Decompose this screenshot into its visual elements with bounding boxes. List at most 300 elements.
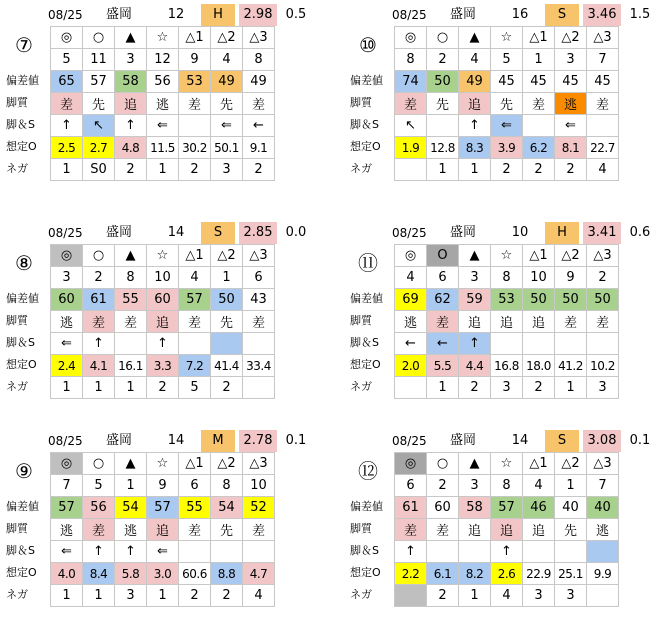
nega-cell: 2 bbox=[523, 159, 555, 181]
expected-odds-cell: 8.4 bbox=[83, 563, 115, 585]
running-style-cell: 先 bbox=[211, 519, 243, 541]
nega-cell: S0 bbox=[83, 159, 115, 181]
horse-number-cell: 4 bbox=[523, 475, 555, 497]
race-index-value: 2.98 bbox=[239, 4, 277, 26]
row-label: 脚質 bbox=[350, 522, 372, 535]
expected-odds-cell: 50.1 bbox=[211, 137, 243, 159]
race-date: 08/25 bbox=[392, 226, 427, 240]
running-style-cell: 追 bbox=[523, 519, 555, 541]
race-variance: 0.6 bbox=[629, 225, 651, 240]
race-variance: 0.1 bbox=[629, 433, 651, 448]
expected-odds-cell: 5.5 bbox=[427, 355, 459, 377]
deviation-cell: 40 bbox=[587, 497, 619, 519]
leg-speed-cell bbox=[179, 541, 211, 563]
race-index-value: 2.85 bbox=[239, 222, 277, 244]
expected-odds-cell: 4.4 bbox=[459, 355, 491, 377]
race-variance: 1.5 bbox=[629, 7, 651, 22]
horse-number-cell: 10 bbox=[523, 267, 555, 289]
race-date: 08/25 bbox=[48, 434, 83, 448]
leg-speed-cell bbox=[427, 541, 459, 563]
running-style-cell: 逃 bbox=[555, 93, 587, 115]
horse-grid bbox=[394, 452, 619, 607]
mark-cell: △2 bbox=[555, 27, 587, 49]
nega-cell: 4 bbox=[243, 585, 275, 607]
deviation-cell: 49 bbox=[243, 71, 275, 93]
grid-row-marks bbox=[395, 453, 619, 475]
horse-number-cell: 2 bbox=[427, 49, 459, 71]
leg-speed-cell: ↑ bbox=[459, 333, 491, 355]
nega-cell: 2 bbox=[427, 585, 459, 607]
mark-cell: ▲ bbox=[115, 27, 147, 49]
horse-number-cell: 3 bbox=[459, 267, 491, 289]
race-date: 08/25 bbox=[48, 226, 83, 240]
mark-cell: △1 bbox=[179, 453, 211, 475]
leg-speed-cell: ↖ bbox=[395, 115, 427, 137]
mark-cell: △2 bbox=[211, 245, 243, 267]
leg-speed-cell: ↑ bbox=[83, 333, 115, 355]
expected-odds-cell: 8.3 bbox=[459, 137, 491, 159]
nega-cell: 2 bbox=[179, 585, 211, 607]
running-style-cell: 差 bbox=[83, 311, 115, 333]
expected-odds-cell: 2.2 bbox=[395, 563, 427, 585]
race-number: 14 bbox=[167, 225, 185, 240]
expected-odds-cell: 4.1 bbox=[83, 355, 115, 377]
expected-odds-cell: 16.8 bbox=[491, 355, 523, 377]
leg-speed-cell: ← bbox=[427, 333, 459, 355]
horse-number-cell: 4 bbox=[459, 49, 491, 71]
nega-cell: 3 bbox=[523, 585, 555, 607]
mark-cell: △3 bbox=[587, 27, 619, 49]
horse-number-cell: 1 bbox=[211, 267, 243, 289]
row-label: 想定O bbox=[350, 566, 381, 579]
row-label: 偏差値 bbox=[6, 74, 39, 87]
grid-row-horses bbox=[395, 267, 619, 289]
mark-cell: ○ bbox=[427, 453, 459, 475]
horse-grid bbox=[50, 452, 275, 607]
race-circle-number: ⑨ bbox=[15, 459, 33, 483]
running-style-cell: 先 bbox=[555, 519, 587, 541]
row-label: 脚＆S bbox=[6, 336, 35, 349]
mark-cell: △1 bbox=[179, 245, 211, 267]
expected-odds-cell: 8.1 bbox=[555, 137, 587, 159]
running-style-cell: 追 bbox=[523, 311, 555, 333]
deviation-cell: 43 bbox=[243, 289, 275, 311]
leg-speed-cell bbox=[555, 333, 587, 355]
leg-speed-cell bbox=[555, 541, 587, 563]
deviation-cell: 50 bbox=[427, 71, 459, 93]
deviation-cell: 50 bbox=[587, 289, 619, 311]
running-style-cell: 差 bbox=[427, 519, 459, 541]
leg-speed-cell bbox=[211, 541, 243, 563]
horse-number-cell: 5 bbox=[491, 49, 523, 71]
expected-odds-cell: 6.2 bbox=[523, 137, 555, 159]
leg-speed-cell bbox=[523, 115, 555, 137]
leg-speed-cell bbox=[427, 115, 459, 137]
race-header bbox=[350, 4, 660, 26]
nega-cell: 1 bbox=[427, 159, 459, 181]
race-header bbox=[350, 222, 660, 244]
expected-odds-cell: 25.1 bbox=[555, 563, 587, 585]
leg-speed-cell: ⇐ bbox=[147, 541, 179, 563]
grid-row-style bbox=[51, 93, 275, 115]
grid-row-nega bbox=[51, 585, 275, 607]
nega-cell bbox=[395, 585, 427, 607]
leg-speed-cell: ↑ bbox=[51, 115, 83, 137]
row-label: 脚質 bbox=[6, 522, 28, 535]
grid-row-leg bbox=[51, 333, 275, 355]
mark-cell: O bbox=[427, 245, 459, 267]
grid-row-deviation bbox=[395, 497, 619, 519]
leg-speed-cell: ⇐ bbox=[51, 541, 83, 563]
expected-odds-cell: 41.4 bbox=[211, 355, 243, 377]
mark-cell: ▲ bbox=[459, 453, 491, 475]
horse-grid bbox=[394, 244, 619, 399]
row-label: 脚質 bbox=[350, 96, 372, 109]
deviation-cell: 59 bbox=[459, 289, 491, 311]
leg-speed-cell: ↑ bbox=[459, 115, 491, 137]
grid-row-marks bbox=[51, 453, 275, 475]
nega-cell: 4 bbox=[491, 585, 523, 607]
row-label: 脚質 bbox=[350, 314, 372, 327]
row-label: ネガ bbox=[6, 162, 28, 175]
grid-row-nega bbox=[395, 159, 619, 181]
deviation-cell: 62 bbox=[427, 289, 459, 311]
leg-speed-cell: ↑ bbox=[395, 541, 427, 563]
leg-speed-cell: ⇐ bbox=[147, 115, 179, 137]
deviation-cell: 45 bbox=[491, 71, 523, 93]
race-type-badge: S bbox=[201, 222, 235, 244]
running-style-cell: 逃 bbox=[147, 93, 179, 115]
nega-cell: 2 bbox=[243, 159, 275, 181]
running-style-cell: 差 bbox=[179, 93, 211, 115]
running-style-cell: 差 bbox=[243, 311, 275, 333]
expected-odds-cell: 33.4 bbox=[243, 355, 275, 377]
nega-cell: 2 bbox=[211, 377, 243, 399]
deviation-cell: 57 bbox=[83, 71, 115, 93]
expected-odds-cell: 9.1 bbox=[243, 137, 275, 159]
nega-cell bbox=[395, 159, 427, 181]
horse-number-cell: 1 bbox=[115, 475, 147, 497]
mark-cell: △3 bbox=[243, 453, 275, 475]
row-label: 脚＆S bbox=[350, 336, 379, 349]
grid-row-nega bbox=[395, 377, 619, 399]
horse-number-cell: 1 bbox=[523, 49, 555, 71]
row-label: 脚質 bbox=[6, 96, 28, 109]
horse-number-cell: 8 bbox=[115, 267, 147, 289]
nega-cell bbox=[243, 377, 275, 399]
grid-row-style bbox=[395, 519, 619, 541]
deviation-cell: 57 bbox=[51, 497, 83, 519]
deviation-cell: 57 bbox=[147, 497, 179, 519]
expected-odds-cell: 30.2 bbox=[179, 137, 211, 159]
deviation-cell: 65 bbox=[51, 71, 83, 93]
expected-odds-cell: 3.9 bbox=[491, 137, 523, 159]
nega-cell: 1 bbox=[459, 159, 491, 181]
mark-cell: ▲ bbox=[459, 27, 491, 49]
grid-row-odds bbox=[395, 355, 619, 377]
mark-cell: △1 bbox=[523, 27, 555, 49]
running-style-cell: 差 bbox=[523, 93, 555, 115]
horse-number-cell: 4 bbox=[211, 49, 243, 71]
mark-cell: ☆ bbox=[491, 27, 523, 49]
race-date: 08/25 bbox=[392, 8, 427, 22]
race-type-badge: H bbox=[545, 222, 579, 244]
race-variance: 0.1 bbox=[285, 433, 307, 448]
running-style-cell: 差 bbox=[587, 93, 619, 115]
mark-cell: ◎ bbox=[395, 27, 427, 49]
running-style-cell: 逃 bbox=[51, 519, 83, 541]
deviation-cell: 50 bbox=[555, 289, 587, 311]
venue-name: 盛岡 bbox=[106, 225, 133, 240]
running-style-cell: 先 bbox=[211, 93, 243, 115]
grid-row-deviation bbox=[395, 71, 619, 93]
race-date: 08/25 bbox=[48, 8, 83, 22]
nega-cell: 5 bbox=[179, 377, 211, 399]
row-label: 偏差値 bbox=[350, 74, 383, 87]
race-index-value: 3.08 bbox=[583, 430, 621, 452]
horse-grid bbox=[50, 26, 275, 181]
horse-grid bbox=[50, 244, 275, 399]
grid-row-horses bbox=[51, 49, 275, 71]
leg-speed-cell: ⇐ bbox=[211, 115, 243, 137]
venue-name: 盛岡 bbox=[106, 433, 133, 448]
mark-cell: ▲ bbox=[115, 453, 147, 475]
leg-speed-cell bbox=[587, 333, 619, 355]
grid-row-odds bbox=[51, 355, 275, 377]
nega-cell: 1 bbox=[115, 377, 147, 399]
mark-cell: ○ bbox=[83, 453, 115, 475]
leg-speed-cell: ← bbox=[395, 333, 427, 355]
mark-cell: △1 bbox=[523, 453, 555, 475]
deviation-cell: 74 bbox=[395, 71, 427, 93]
race-number: 16 bbox=[511, 7, 529, 22]
nega-cell bbox=[587, 585, 619, 607]
row-label: 想定O bbox=[6, 358, 37, 371]
running-style-cell: 追 bbox=[491, 311, 523, 333]
deviation-cell: 50 bbox=[211, 289, 243, 311]
grid-row-deviation bbox=[51, 289, 275, 311]
venue-name: 盛岡 bbox=[450, 433, 477, 448]
expected-odds-cell: 8.2 bbox=[459, 563, 491, 585]
mark-cell: △3 bbox=[243, 245, 275, 267]
nega-cell: 2 bbox=[211, 585, 243, 607]
row-label: ネガ bbox=[6, 588, 28, 601]
race-type-badge: H bbox=[201, 4, 235, 26]
running-style-cell: 追 bbox=[115, 93, 147, 115]
grid-row-style bbox=[51, 519, 275, 541]
deviation-cell: 45 bbox=[523, 71, 555, 93]
expected-odds-cell: 2.0 bbox=[395, 355, 427, 377]
nega-cell: 2 bbox=[523, 377, 555, 399]
nega-cell: 1 bbox=[459, 585, 491, 607]
race-index-value: 3.41 bbox=[583, 222, 621, 244]
nega-cell: 3 bbox=[115, 585, 147, 607]
leg-speed-cell bbox=[243, 541, 275, 563]
leg-speed-cell bbox=[459, 541, 491, 563]
leg-speed-cell: ↑ bbox=[83, 541, 115, 563]
mark-cell: ○ bbox=[83, 27, 115, 49]
race-header bbox=[6, 430, 316, 452]
expected-odds-cell: 2.6 bbox=[491, 563, 523, 585]
grid-row-marks bbox=[51, 245, 275, 267]
mark-cell: ☆ bbox=[147, 245, 179, 267]
horse-number-cell: 5 bbox=[51, 49, 83, 71]
row-label: 想定O bbox=[6, 566, 37, 579]
nega-cell: 1 bbox=[83, 377, 115, 399]
deviation-cell: 56 bbox=[83, 497, 115, 519]
horse-number-cell: 8 bbox=[211, 475, 243, 497]
leg-speed-cell bbox=[491, 333, 523, 355]
expected-odds-cell: 18.0 bbox=[523, 355, 555, 377]
running-style-cell: 逃 bbox=[51, 311, 83, 333]
deviation-cell: 57 bbox=[179, 289, 211, 311]
leg-speed-cell bbox=[587, 541, 619, 563]
row-label: 脚＆S bbox=[6, 544, 35, 557]
leg-speed-cell: ↖ bbox=[83, 115, 115, 137]
expected-odds-cell: 8.8 bbox=[211, 563, 243, 585]
running-style-cell: 追 bbox=[459, 93, 491, 115]
row-label: ネガ bbox=[6, 380, 28, 393]
horse-number-cell: 3 bbox=[555, 49, 587, 71]
mark-cell: ○ bbox=[427, 27, 459, 49]
horse-number-cell: 6 bbox=[243, 267, 275, 289]
row-label: ネガ bbox=[350, 588, 372, 601]
grid-row-odds bbox=[395, 563, 619, 585]
grid-row-deviation bbox=[51, 71, 275, 93]
leg-speed-cell: ← bbox=[243, 115, 275, 137]
leg-speed-cell bbox=[115, 333, 147, 355]
expected-odds-cell: 2.4 bbox=[51, 355, 83, 377]
grid-row-odds bbox=[51, 563, 275, 585]
race-number: 12 bbox=[167, 7, 185, 22]
leg-speed-cell: ⇐ bbox=[491, 115, 523, 137]
horse-number-cell: 3 bbox=[459, 475, 491, 497]
deviation-cell: 61 bbox=[395, 497, 427, 519]
race-panel-11 bbox=[350, 222, 660, 424]
leg-speed-cell bbox=[587, 115, 619, 137]
expected-odds-cell: 2.7 bbox=[83, 137, 115, 159]
race-date: 08/25 bbox=[392, 434, 427, 448]
expected-odds-cell: 1.9 bbox=[395, 137, 427, 159]
nega-cell: 2 bbox=[115, 159, 147, 181]
deviation-cell: 49 bbox=[459, 71, 491, 93]
expected-odds-cell: 4.8 bbox=[115, 137, 147, 159]
running-style-cell: 先 bbox=[491, 93, 523, 115]
race-panel-8 bbox=[6, 222, 316, 424]
leg-speed-cell: ↑ bbox=[115, 541, 147, 563]
nega-cell: 3 bbox=[491, 377, 523, 399]
grid-row-odds bbox=[395, 137, 619, 159]
row-label: 脚質 bbox=[6, 314, 28, 327]
row-label: 想定O bbox=[350, 358, 381, 371]
mark-cell: △3 bbox=[587, 453, 619, 475]
nega-cell: 1 bbox=[147, 159, 179, 181]
horse-number-cell: 5 bbox=[83, 475, 115, 497]
race-circle-number: ⑧ bbox=[15, 251, 33, 275]
grid-row-style bbox=[395, 311, 619, 333]
venue-name: 盛岡 bbox=[450, 7, 477, 22]
leg-speed-cell: ↑ bbox=[491, 541, 523, 563]
expected-odds-cell: 4.7 bbox=[243, 563, 275, 585]
race-circle-number: ⑩ bbox=[359, 33, 377, 57]
grid-row-deviation bbox=[395, 289, 619, 311]
grid-row-leg bbox=[395, 115, 619, 137]
venue-name: 盛岡 bbox=[450, 225, 477, 240]
race-panel-10 bbox=[350, 4, 660, 206]
race-circle-number: ⑦ bbox=[15, 33, 33, 57]
grid-row-marks bbox=[51, 27, 275, 49]
mark-cell: △3 bbox=[243, 27, 275, 49]
grid-row-horses bbox=[395, 49, 619, 71]
nega-cell: 2 bbox=[179, 159, 211, 181]
running-style-cell: 先 bbox=[83, 93, 115, 115]
running-style-cell: 追 bbox=[147, 311, 179, 333]
row-label: ネガ bbox=[350, 162, 372, 175]
grid-row-nega bbox=[51, 377, 275, 399]
horse-number-cell: 2 bbox=[427, 475, 459, 497]
horse-number-cell: 9 bbox=[555, 267, 587, 289]
nega-cell: 2 bbox=[459, 377, 491, 399]
grid-row-leg bbox=[51, 541, 275, 563]
nega-cell: 1 bbox=[83, 585, 115, 607]
nega-cell: 4 bbox=[587, 159, 619, 181]
running-style-cell: 先 bbox=[427, 93, 459, 115]
mark-cell: ▲ bbox=[459, 245, 491, 267]
leg-speed-cell: ↑ bbox=[115, 115, 147, 137]
mark-cell: △2 bbox=[555, 453, 587, 475]
mark-cell: △2 bbox=[555, 245, 587, 267]
venue-name: 盛岡 bbox=[106, 7, 133, 22]
running-style-cell: 差 bbox=[555, 311, 587, 333]
running-style-cell: 差 bbox=[243, 93, 275, 115]
row-label: 偏差値 bbox=[350, 292, 383, 305]
grid-row-marks bbox=[395, 27, 619, 49]
deviation-cell: 45 bbox=[587, 71, 619, 93]
race-header bbox=[350, 430, 660, 452]
race-panel-7 bbox=[6, 4, 316, 206]
leg-speed-cell bbox=[211, 333, 243, 355]
deviation-cell: 60 bbox=[147, 289, 179, 311]
running-style-cell: 追 bbox=[147, 519, 179, 541]
nega-cell: 3 bbox=[555, 585, 587, 607]
leg-speed-cell bbox=[523, 333, 555, 355]
row-label: 脚＆S bbox=[350, 544, 379, 557]
deviation-cell: 60 bbox=[427, 497, 459, 519]
nega-cell: 1 bbox=[427, 377, 459, 399]
mark-cell: ☆ bbox=[491, 245, 523, 267]
horse-number-cell: 1 bbox=[555, 475, 587, 497]
deviation-cell: 54 bbox=[115, 497, 147, 519]
horse-number-cell: 7 bbox=[51, 475, 83, 497]
horse-number-cell: 7 bbox=[587, 49, 619, 71]
leg-speed-cell bbox=[523, 541, 555, 563]
grid-row-leg bbox=[395, 333, 619, 355]
mark-cell: △2 bbox=[211, 453, 243, 475]
row-label: 想定O bbox=[6, 140, 37, 153]
horse-grid bbox=[394, 26, 619, 181]
race-number: 10 bbox=[511, 225, 529, 240]
race-type-badge: M bbox=[201, 430, 235, 452]
race-index-value: 3.46 bbox=[583, 4, 621, 26]
deviation-cell: 57 bbox=[491, 497, 523, 519]
grid-row-horses bbox=[51, 475, 275, 497]
deviation-cell: 40 bbox=[555, 497, 587, 519]
nega-cell: 1 bbox=[51, 377, 83, 399]
race-type-badge: S bbox=[545, 4, 579, 26]
race-header bbox=[6, 222, 316, 244]
race-circle-number: ⑫ bbox=[358, 459, 378, 483]
mark-cell: ☆ bbox=[491, 453, 523, 475]
